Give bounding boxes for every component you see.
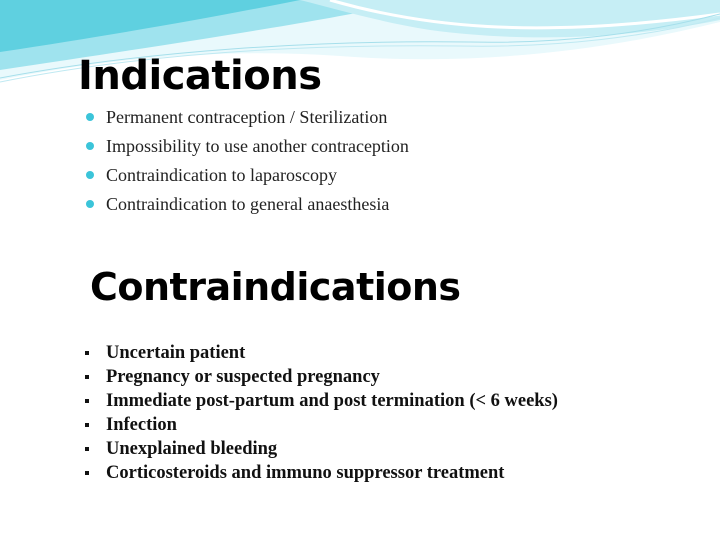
list-item-text: Permanent contraception / Sterilization <box>106 107 388 127</box>
list-item-text: Corticosteroids and immuno suppressor treatment <box>106 463 505 483</box>
list-item-text: Impossibility to use another contraception <box>106 136 409 156</box>
bullet-dot-icon <box>86 200 94 208</box>
list-item <box>86 104 409 133</box>
list-item <box>86 191 409 220</box>
list-item-text: Infection <box>106 415 177 435</box>
list-item <box>86 162 409 191</box>
contraindications-list <box>84 341 558 485</box>
indications-list <box>86 104 409 220</box>
bullet-square-icon <box>85 351 89 355</box>
bullet-square-icon <box>85 447 89 451</box>
list-item <box>84 461 558 485</box>
list-item <box>86 133 409 162</box>
list-item <box>84 365 558 389</box>
list-item-text: Immediate post-partum and post termination (< 6 weeks) <box>106 391 558 411</box>
list-item-text: Pregnancy or suspected pregnancy <box>106 367 380 387</box>
bullet-dot-icon <box>86 171 94 179</box>
bullet-square-icon <box>85 375 89 379</box>
list-item-text: Contraindication to laparoscopy <box>106 165 337 185</box>
contraindications-title: Contraindications <box>90 265 461 309</box>
bullet-square-icon <box>85 399 89 403</box>
list-item <box>84 413 558 437</box>
bullet-dot-icon <box>86 113 94 121</box>
list-item-text: Uncertain patient <box>106 343 246 363</box>
bullet-square-icon <box>85 471 89 475</box>
list-item <box>84 389 558 413</box>
list-item <box>84 437 558 461</box>
bullet-dot-icon <box>86 142 94 150</box>
list-item-text: Contraindication to general anaesthesia <box>106 194 390 214</box>
bullet-square-icon <box>85 423 89 427</box>
list-item-text: Unexplained bleeding <box>106 439 278 459</box>
list-item <box>84 341 558 365</box>
indications-title: Indications <box>78 53 322 99</box>
